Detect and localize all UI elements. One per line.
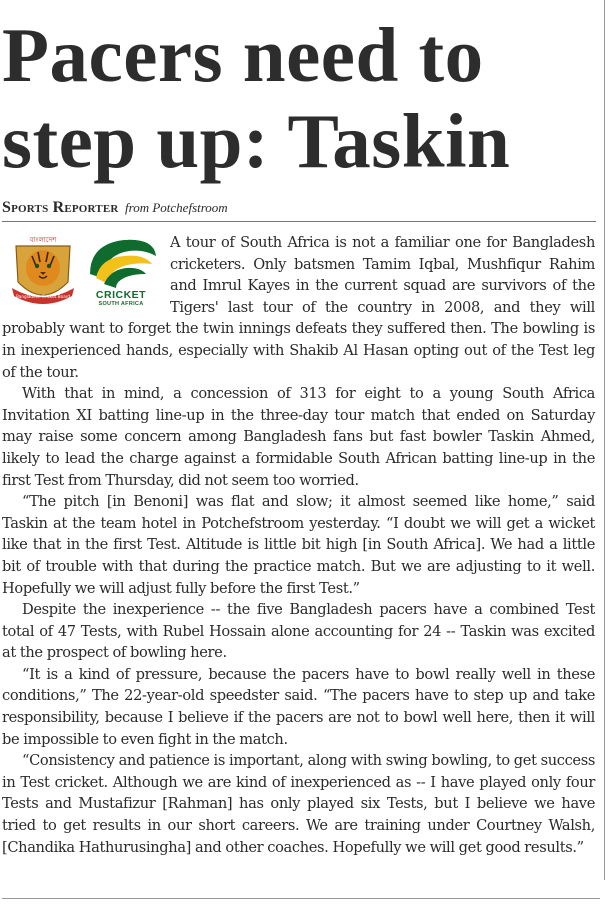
bcb-ribbon-text: Bangladesh Cricket Board bbox=[15, 294, 71, 299]
column-divider bbox=[604, 0, 605, 880]
bcb-top-text: বাংলাদেশ bbox=[29, 236, 57, 244]
byline-location: from Potchefstroom bbox=[125, 200, 228, 215]
logo-float-spacer bbox=[2, 232, 170, 318]
headline-line-2: step up: Taskin bbox=[2, 98, 511, 184]
headline bbox=[2, 12, 602, 184]
paragraph-6: “Consistency and patience is important, along with swing bowling, to get success in Test cricket. Although we are kind of inexperienced as -- I have played only four Tests and Mustafizur [Rahman] has only played six Tests, but I believe we have tried to get results in our short careers. We are training under Courtney Walsh, [Chandika Hathurusingha] and other coaches. Hopefully we will get good results.” bbox=[2, 752, 595, 856]
paragraph-2: With that in mind, a concession of 313 for eight to a young South Africa Invitation XI batting line-up in the three-day tour match that ended on Saturday may raise some concern among Bangladesh fans but fast bowler Taskin Ahmed, likely to lead the charge against a formidable South African batting line-up in the first Test from Thursday, did not seem too worried. bbox=[2, 385, 595, 489]
byline-reporter: Sports Reporter bbox=[2, 199, 119, 216]
paragraph-4: Despite the inexperience -- the five Bangladesh pacers have a combined Test total of 47 Tests, with Rubel Hossain alone accounting for 24 -- Taskin was excited at the prospect of bowling here. bbox=[2, 601, 595, 662]
paragraph-3: “The pitch [in Benoni] was flat and slow; it almost seemed like home,” said Taskin at the team hotel in Potchefstroom yesterday. “I doubt we will get a wicket like that in the first Test. Altitude is little bit high [in South Africa]. We had a little bit of trouble with that during the practice match. But we are adjusting to it well. Hopefully we will adjust fully before the first Test.” bbox=[2, 493, 595, 597]
csa-subtitle: SOUTH AFRICA bbox=[98, 301, 144, 307]
headline-line-1: Pacers need to bbox=[2, 12, 484, 98]
csa-title: CRICKET bbox=[95, 289, 147, 301]
bottom-divider bbox=[2, 898, 600, 899]
byline-divider bbox=[2, 221, 596, 222]
paragraph-1: A tour of South Africa is not a familiar one for Bangladesh cricketers. Only batsmen Tamim Iqbal, Mushfiqur Rahim and Imrul Kayes in the current squad are survivors of the Tigers' last tour of the country in 2008, and they will probably want to forget the twin innings defeats they suffered then. The bowling is in inexperienced hands, especially with Shakib Al Hasan opting out of the Test leg of the tour. bbox=[2, 234, 595, 381]
article-body bbox=[2, 232, 595, 858]
byline bbox=[2, 199, 597, 218]
paragraph-5: “It is a kind of pressure, because the pacers have to bowl really well in these conditions,” The 22-year-old speedster said. “The pacers have to step up and take responsibility, because I believe if the pacers are not to bowl well here, then it will be impossible to even fight in the match. bbox=[2, 665, 595, 748]
